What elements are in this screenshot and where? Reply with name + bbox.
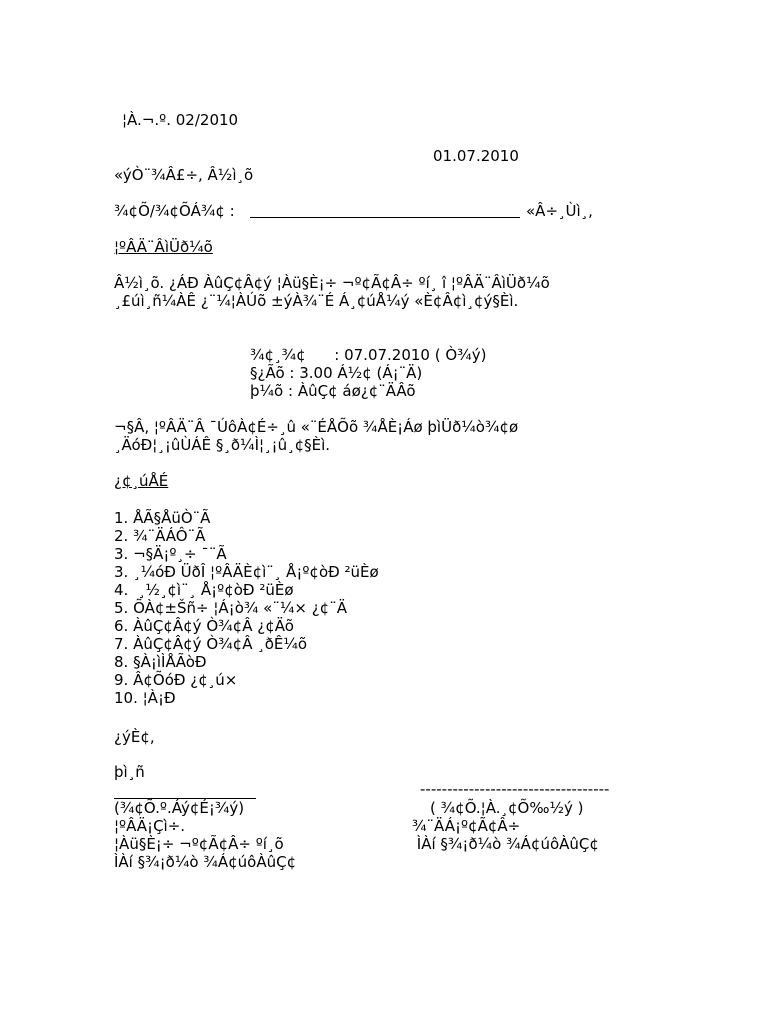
request-paragraph-line-1: ¬§Â, ¦ºÂÄ¨Â ¯ÚôÀ¢É÷¸û «¨ÉÅÕõ ¾ÅÈ¡Áø þìÜð¼ò¾¢ø <box>114 418 519 436</box>
agenda-item: 4. ¸½¸¢ì¨¸ Å¡º¢òÐ ²üÈø <box>114 581 294 599</box>
left-signatory-org: ¦Àü§È¡÷ ¬º¢Ã¢Â÷ ºí¸õ <box>114 835 284 853</box>
agenda-heading: ¿¢¸úÅÉ <box>114 472 169 490</box>
agenda-item: 3. ¸¼óÐ ÜðÎ ¦ºÂÄÈ¢ì¨¸ Å¡º¢òÐ ²üÈø <box>114 563 379 581</box>
meeting-time: §¿Ãõ : 3.00 Á½¢ (Á¡¨Ä) <box>250 364 423 382</box>
body-paragraph-line-2: ¸£úì¸ñ¼ÀÊ ¿¨¼¦ÀÚõ ±ýÀ¾¨É Á¸¢úÅ¼ý «È¢Â¢ì¸¢ý§Èì. <box>114 292 519 310</box>
agenda-item: 7. ÀûÇ¢Â¢ý Ò¾¢Â ¸ðÊ¼õ <box>114 635 308 653</box>
addressee-suffix: «Â÷¸Ùì¸, <box>526 202 593 220</box>
left-signatory-school: ÌÀí §¾¡ð¼ò ¾Á¢úôÀûÇ¢ <box>114 853 297 871</box>
letter-date: 01.07.2010 <box>433 147 519 165</box>
agenda-item: 2. ¾¨ÄÁÔ¨Ã <box>114 527 206 545</box>
reference-number: ¦À.¬.º. 02/2010 <box>122 111 239 129</box>
right-signatory-name: ( ¾¢Õ.¦À.¸¢Õ‰½ý ) <box>430 799 584 817</box>
addressee-prefix: ¾¢Õ/¾¢ÕÁ¾¢ : <box>114 202 235 220</box>
recipient-line: «ýÒ¨¾Â£÷, Â½ì¸õ <box>114 166 254 184</box>
addressee-blank-line <box>250 217 520 218</box>
left-signatory-title: ¦ºÂÄ¡Çì÷. <box>114 817 186 835</box>
right-signatory-title: ¾¨ÄÁ¡º¢Ã¢Â÷ <box>412 817 521 835</box>
agenda-item: 9. Â¢ÕóÐ ¿¢¸ú× <box>114 671 238 689</box>
right-signatory-school: ÌÀí §¾¡ð¼ò ¾Á¢úôÀûÇ¢ <box>412 835 599 853</box>
closing-salutation: ¿ýÈ¢, <box>114 728 155 746</box>
agenda-item: 6. ÀûÇ¢Â¢ý Ò¾¢Â ¿¢Äõ <box>114 617 294 635</box>
left-signatory-name: (¾¢Õ.º.Áý¢É¡¾ý) <box>114 799 245 817</box>
signoff: þì¸ñ <box>114 763 145 781</box>
agenda-item: 1. ÅÃ§ÅüÒ¨Ã <box>114 509 211 527</box>
meeting-date: ¾¢¸¾¢ : 07.07.2010 ( Ò¾ý) <box>250 346 487 364</box>
request-paragraph-line-2: ¸ÄóÐ¦¸¡ûÙÁÊ §¸ð¼Ì¦¸¡û¸¢§Èì. <box>114 436 331 454</box>
meeting-venue: þ¼õ : ÀûÇ¢ áø¿¢¨ÄÂõ <box>250 382 416 400</box>
agenda-item: 8. §À¡ìÌÅÃòÐ <box>114 653 207 671</box>
body-paragraph-line-1: Â½ì¸õ. ¿ÁÐ ÀûÇ¢Â¢ý ¦Àü§È¡÷ ¬º¢Ã¢Â÷ ºí¸ î ¦ºÂÄ¨ÂìÜð¼õ <box>114 274 550 292</box>
right-signature-dashes: ----------------------------------- <box>420 780 610 798</box>
agenda-item: 5. ÕÀ¢±Šñ÷ ¦Á¡ò¾ «¨¼× ¿¢¨Ä <box>114 599 347 617</box>
letter-heading: ¦ºÂÄ¨ÂìÜð¼õ <box>114 238 213 256</box>
agenda-item: 10. ¦À¡Ð <box>114 689 176 707</box>
agenda-item: 3. ¬§Ä¡º¸÷ ¯¨Ã <box>114 545 227 563</box>
